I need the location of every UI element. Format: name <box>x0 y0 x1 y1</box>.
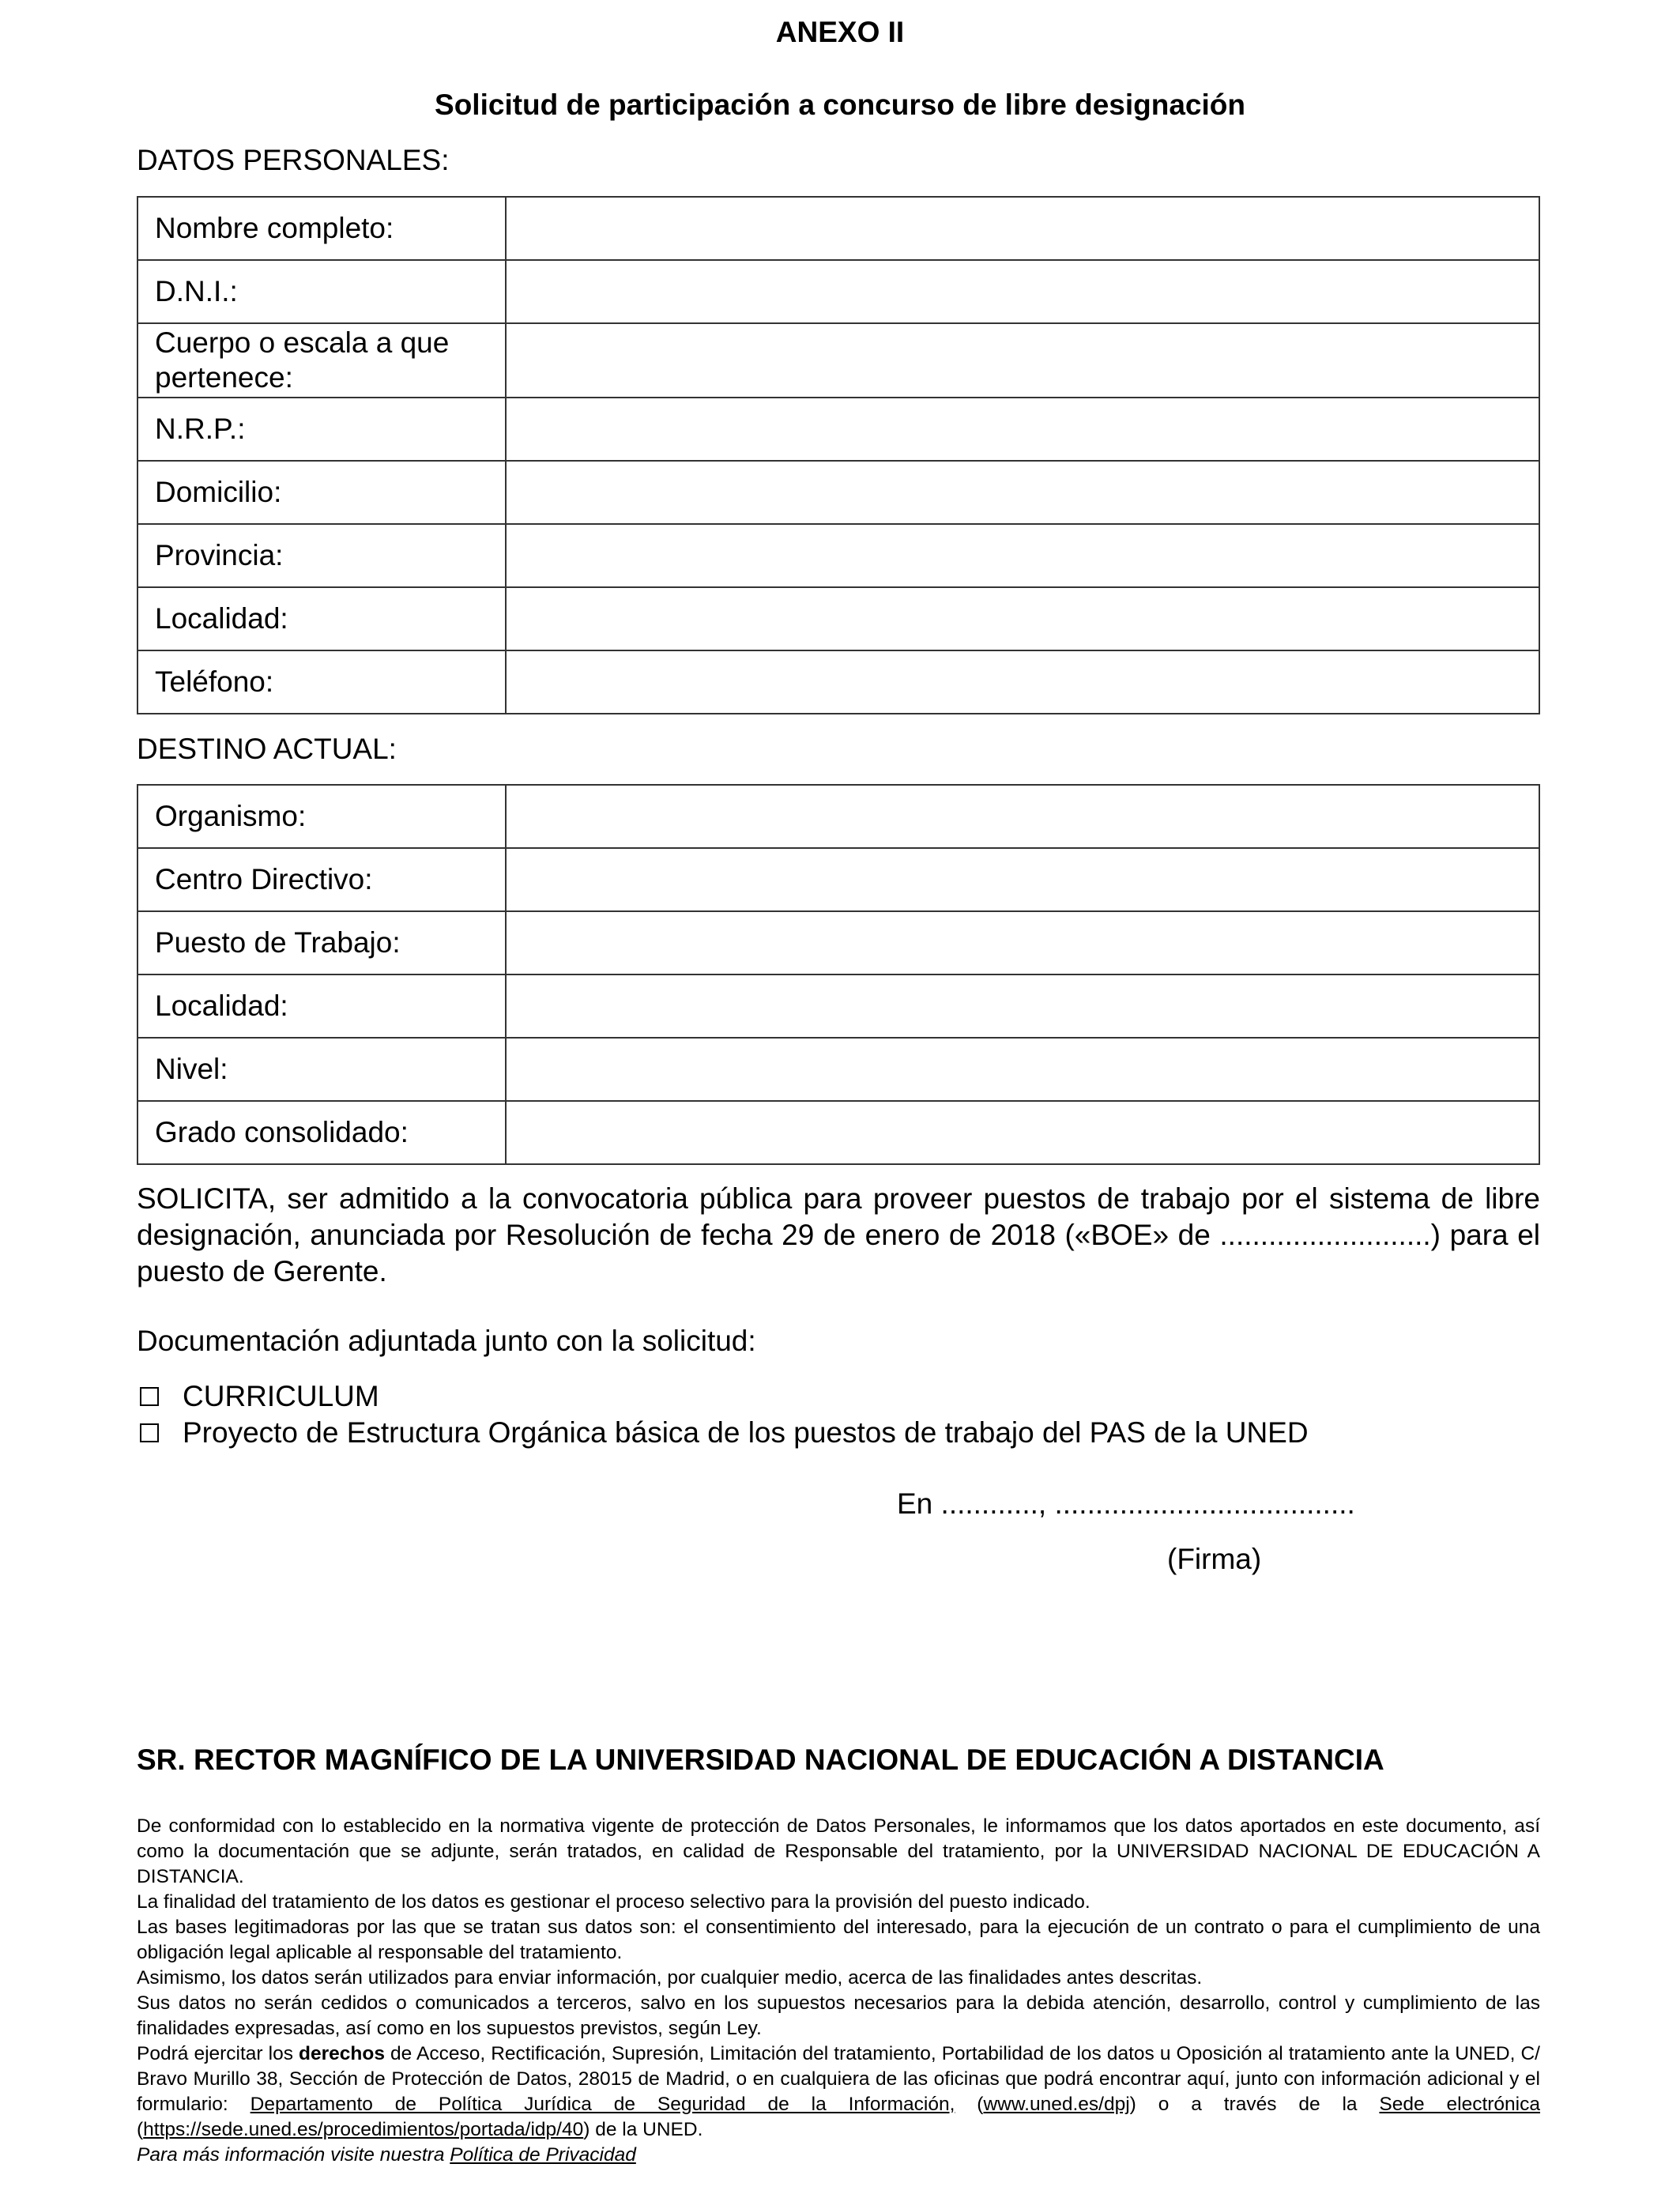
consolidated-grade-field[interactable] <box>506 1101 1539 1164</box>
text: ( <box>137 2119 144 2140</box>
field-label: Grado consolidado: <box>137 1101 506 1164</box>
text: Para más información visite nuestra <box>137 2144 450 2166</box>
notice-paragraph: La finalidad del tratamiento de los datos es gestionar el proceso selectivo para la provisión del puesto indicado. <box>137 1891 1090 1913</box>
current-post-label: DESTINO ACTUAL: <box>137 733 397 765</box>
dni-field[interactable] <box>506 260 1539 323</box>
full-name-field[interactable] <box>506 197 1539 260</box>
field-label: Centro Directivo: <box>137 848 506 911</box>
checkbox-label: CURRICULUM <box>183 1380 379 1412</box>
phone-field[interactable] <box>506 650 1539 714</box>
current-post-table <box>137 784 1540 1165</box>
checkbox-icon[interactable] <box>140 1387 159 1406</box>
text: Podrá ejercitar los <box>137 2043 299 2064</box>
addressee: SR. RECTOR MAGNÍFICO DE LA UNIVERSIDAD NACIONAL DE EDUCACIÓN A DISTANCIA <box>137 1744 1384 1776</box>
field-label: D.N.I.: <box>137 260 506 323</box>
text: de Acceso, Rectificación, Supresión, Limitación del tratamiento, Portabilidad de los datos u Oposición al tratamiento ante la UNED, C/ Bravo Murillo 38, Sección de Protección de Datos, 28015 de Madrid, o en cualquiera de las oficinas que podrá encontrar aquí, junto con información adicional y el formulario: <box>137 2043 1540 2115</box>
text: ) o a través de la <box>1129 2094 1380 2115</box>
privacy-line <box>137 2143 1540 2168</box>
annex-title: ANEXO II <box>775 16 905 48</box>
notice-paragraph-rights <box>137 2041 1540 2143</box>
notice-paragraph: De conformidad con lo establecido en la normativa vigente de protección de Datos Personales, le informamos que los datos aportados en este documento, así como la documentación que se adjunte, serán tratados, en calidad de Responsable del tratamiento, por la UNIVERSIDAD NACIONAL DE EDUCACIÓN A DISTANCIA. <box>137 1815 1540 1887</box>
organism-field[interactable] <box>506 785 1539 848</box>
field-label: Provincia: <box>137 524 506 587</box>
e-office-url-link[interactable]: https://sede.uned.es/procedimientos/portada/idp/40 <box>143 2119 584 2140</box>
document-title: Solicitud de participación a concurso de libre designación <box>435 89 1245 121</box>
job-post-field[interactable] <box>506 911 1539 974</box>
checkbox-icon[interactable] <box>140 1423 159 1442</box>
field-label: Domicilio: <box>137 461 506 524</box>
request-paragraph: SOLICITA, ser admitido a la convocatoria pública para proveer puestos de trabajo por el sistema de libre designación, anunciada por Resolución de fecha 29 de enero de 2018 («BOE» de ..........................) para el puesto de Gerente. <box>137 1182 1540 1287</box>
dpj-url-link[interactable]: www.uned.es/dpj <box>983 2094 1130 2115</box>
dpj-department-link[interactable]: Departamento de Política Jurídica de Seguridad de la Información, <box>250 2094 955 2115</box>
province-field[interactable] <box>506 524 1539 587</box>
text: ) de la UNED. <box>583 2119 703 2140</box>
field-label: Teléfono: <box>137 650 506 714</box>
data-protection-notice <box>137 1814 1540 2168</box>
field-label: Nombre completo: <box>137 197 506 260</box>
address-field[interactable] <box>506 461 1539 524</box>
checkbox-item[interactable] <box>137 1378 379 1415</box>
checkbox-label: Proyecto de Estructura Orgánica básica de los puestos de trabajo del PAS de la UNED <box>183 1416 1309 1449</box>
locality-field[interactable] <box>506 587 1539 650</box>
personal-data-table <box>137 196 1540 714</box>
signature-label: (Firma) <box>1167 1543 1262 1575</box>
level-field[interactable] <box>506 1038 1539 1101</box>
checkbox-item[interactable] <box>137 1415 1309 1451</box>
notice-paragraph: Asimismo, los datos serán utilizados para enviar información, por cualquier medio, acerca de las finalidades antes descritas. <box>137 1967 1203 1989</box>
field-label: Localidad: <box>137 974 506 1038</box>
text: ( <box>955 2094 984 2115</box>
field-label: Localidad: <box>137 587 506 650</box>
place-date-line: En ............, ..................................... <box>897 1487 1355 1520</box>
attached-docs-label: Documentación adjuntada junto con la solicitud: <box>137 1325 756 1357</box>
notice-paragraph: Sus datos no serán cedidos o comunicados a terceros, salvo en los supuestos necesarios para la debida atención, desarrollo, control y cumplimiento de las finalidades expresadas, así como en los supuestos previstos, según Ley. <box>137 1992 1540 2039</box>
nrp-field[interactable] <box>506 398 1539 461</box>
field-label: Puesto de Trabajo: <box>137 911 506 974</box>
field-label: N.R.P.: <box>137 398 506 461</box>
notice-paragraph: Las bases legitimadoras por las que se tratan sus datos son: el consentimiento del interesado, para la ejecución de un contrato o para el cumplimiento de una obligación legal aplicable al responsable del tratamiento. <box>137 1917 1540 1963</box>
rights-bold: derechos <box>299 2043 385 2064</box>
privacy-policy-link[interactable]: Política de Privacidad <box>450 2144 636 2166</box>
personal-data-label: DATOS PERSONALES: <box>137 144 450 176</box>
corps-field[interactable] <box>506 323 1539 398</box>
field-label: Nivel: <box>137 1038 506 1101</box>
e-office-link[interactable]: Sede electrónica <box>1379 2094 1541 2115</box>
post-locality-field[interactable] <box>506 974 1539 1038</box>
field-label: Cuerpo o escala a que pertenece: <box>137 323 506 398</box>
directive-center-field[interactable] <box>506 848 1539 911</box>
field-label: Organismo: <box>137 785 506 848</box>
